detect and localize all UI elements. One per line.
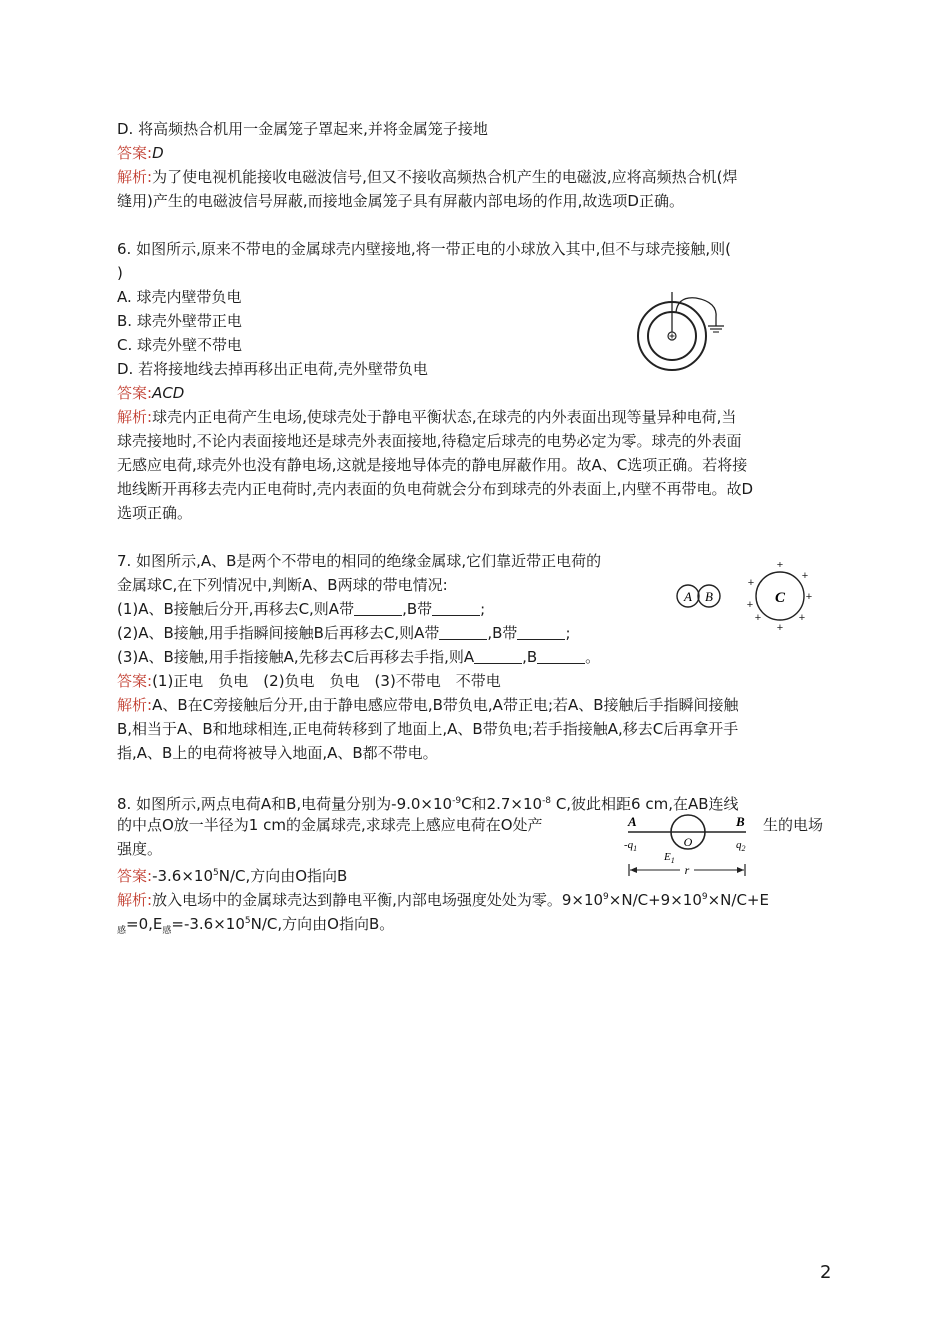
q7-stem-line2: 金属球C,在下列情况中,判断A、B两球的带电情况:: [117, 576, 448, 594]
q7-spheres-figure: [672, 562, 822, 632]
q6-shell-figure: [630, 292, 740, 382]
q5-analysis-line1: 解析:为了使电视机能接收电磁波信号,但又不接收高频热合机产生的电磁波,应将高频热合机(焊: [117, 168, 738, 186]
q8-fig-q1: -q: [624, 839, 634, 851]
q8-stem-line1: 8. 如图所示,两点电荷A和B,电荷量分别为$-9.0\times 10^{-9}C$和$2.7\times 10^{-8}$ C,彼此相距6 cm,在AB连线: [117, 795, 739, 813]
q6-analysis-line2: 球壳接地时,不论内表面接地还是球壳外表面接地,待稳定后球壳的电势必定为零。球壳的外表面: [117, 432, 742, 450]
q7-sub3: (3)A、B接触,用手指接触A,先移去C后再移去手指,则A ,B 。: [117, 648, 601, 666]
q6-analysis-line3: 无感应电荷,球壳外也没有静电场,这就是接地导体壳的静电屏蔽作用。故A、C选项正确。若将接: [117, 456, 748, 474]
q7-answer: 答案:(1)正电 负电 (2)负电 负电 (3)不带电 不带电: [117, 672, 501, 690]
q6-stem-line1: 6. 如图所示,原来不带电的金属球壳内壁接地,将一带正电的小球放入其中,但不与球壳接触,则(: [117, 240, 732, 258]
q6-analysis-line5: 选项正确。: [117, 504, 193, 522]
svg-text:+: +: [801, 570, 809, 582]
svg-text:E1: [663, 851, 675, 865]
q8-answer: 答案$:-3.6\times 10^5N/C$,方向由O指向B: [117, 867, 348, 885]
q7-stem-line1: 7. 如图所示,A、B是两个不带电的相同的绝缘金属球,它们靠近带正电荷的: [117, 552, 602, 570]
svg-text:q2: [736, 839, 746, 853]
q5-answer: 答案:D: [117, 144, 164, 162]
q6-analysis-line1: 解析:球壳内正电荷产生电场,使球壳处于静电平衡状态,在球壳的内外表面出现等量异种电荷,当: [117, 408, 737, 426]
q8-fig-e: E: [664, 851, 671, 863]
svg-text:+: +: [747, 577, 755, 589]
page-number: 2: [820, 1262, 832, 1283]
q8-analysis-line2: $_感=0,E_感=-3.6\times 10^5N/C$,方向由O指向B。: [117, 915, 395, 936]
q6-option-b: B. 球壳外壁带正电: [117, 312, 242, 330]
svg-text:+: +: [746, 599, 754, 611]
q8-fig-e-sub: 1: [670, 856, 675, 865]
q6-answer: 答案:ACD: [117, 384, 185, 402]
q6-option-c: C. 球壳外壁不带电: [117, 336, 243, 354]
q8-fig-q1-sub: 1: [633, 844, 638, 853]
q8-stem-line2-tail: 生的电场: [763, 816, 824, 834]
q8-stem-line3: 强度。: [117, 840, 163, 858]
q7-fig-label-b: B: [705, 589, 713, 604]
q8-fig-label-a: A: [628, 814, 637, 829]
q5-analysis-line2: 缝用)产生的电磁波信号屏蔽,而接地金属笼子具有屏蔽内部电场的作用,故选项D正确。: [117, 192, 684, 210]
svg-text:+: +: [754, 612, 762, 624]
q7-fig-label-c: C: [774, 590, 786, 606]
q6-stem-line2: ): [117, 264, 123, 282]
q6-option-a: A. 球壳内壁带负电: [117, 288, 242, 306]
q7-sub2: (2)A、B接触,用手指瞬间接触B后再移去C,则A带 ,B带 ;: [117, 624, 571, 642]
q8-fig-q2: q: [736, 839, 742, 851]
q8-charges-figure: [618, 808, 768, 884]
q8-stem-line2: 的中点O放一半径为1 cm的金属球壳,求球壳上感应电荷在O处产: [117, 816, 543, 834]
q7-analysis-line1: 解析:A、B在C旁接触后分开,由于静电感应带电,B带负电,A带正电;若A、B接触后手指瞬间接触: [117, 696, 739, 714]
q7-analysis-line2: B,相当于A、B和地球相连,正电荷转移到了地面上,A、B带负电;若手指接触A,移去C后再拿开手: [117, 720, 739, 738]
svg-text:+: +: [776, 562, 784, 571]
q6-option-d: D. 若将接地线去掉再移出正电荷,壳外壁带负电: [117, 360, 428, 378]
q5-option-d: D. 将高频热合机用一金属笼子罩起来,并将金属笼子接地: [117, 120, 488, 138]
q8-analysis-line1: 解析:放入电场中的金属球壳达到静电平衡,内部电场强度处处为零。$9\times 10^9\times N/C+9\times 10^9\times N/C+E$: [117, 891, 769, 909]
q8-fig-o: O: [683, 835, 693, 849]
svg-text:+: +: [776, 622, 784, 632]
q7-fig-label-a: A: [684, 589, 692, 604]
q8-fig-label-b: B: [736, 814, 745, 829]
q6-analysis-line4: 地线断开再移去壳内正电荷时,壳内表面的负电荷就会分布到球壳的外表面上,内壁不再带电。故D: [117, 480, 754, 498]
svg-text:+: +: [805, 591, 813, 603]
q7-sub1: (1)A、B接触后分开,再移去C,则A带 ,B带 ;: [117, 600, 486, 618]
svg-text:-q1: [624, 839, 637, 853]
q7-analysis-line3: 指,A、B上的电荷将被导入地面,A、B都不带电。: [117, 744, 438, 762]
q8-fig-q2-sub: 2: [741, 844, 746, 853]
q8-fig-r: r: [684, 863, 690, 877]
svg-text:+: +: [798, 612, 806, 624]
